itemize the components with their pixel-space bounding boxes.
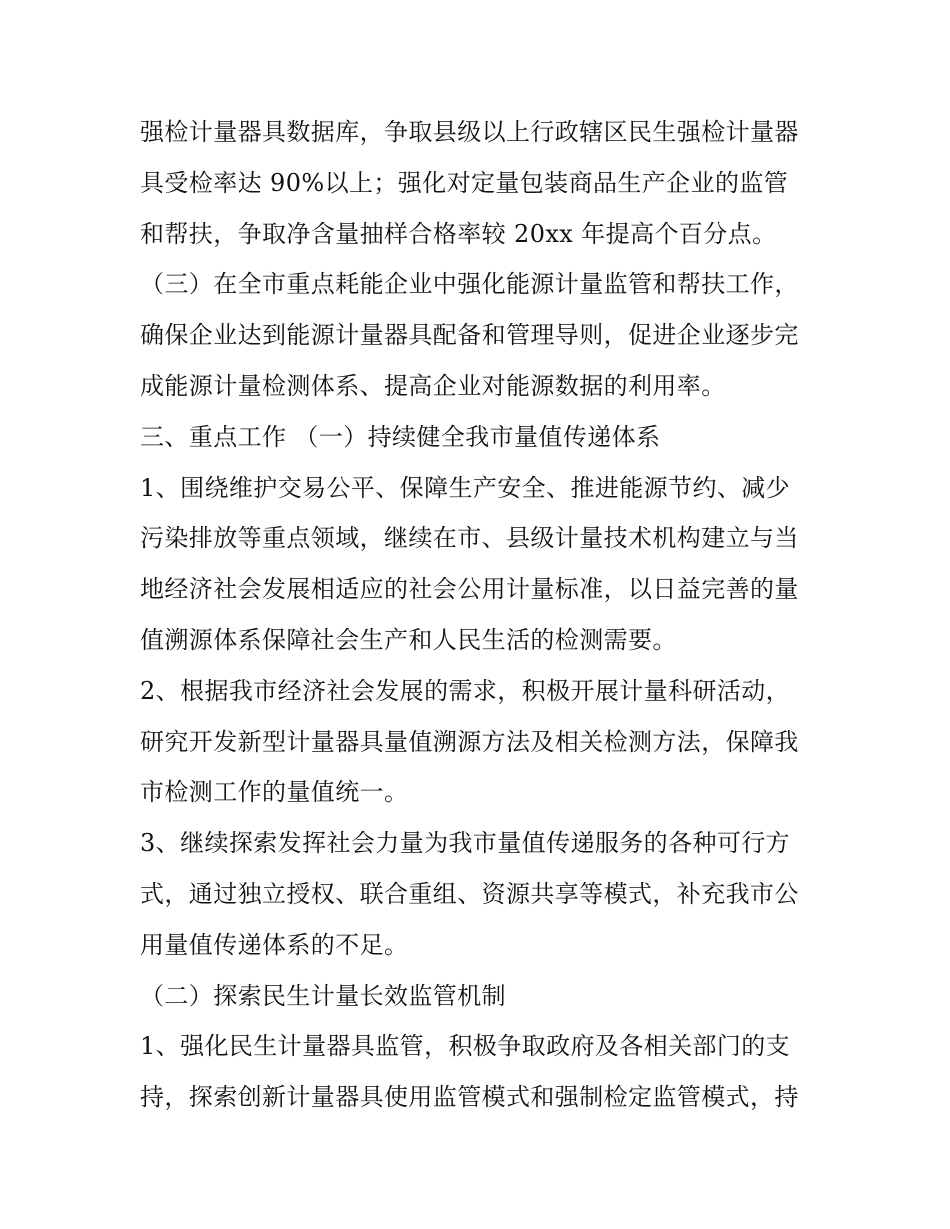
text-line: 2、根据我市经济社会发展的需求，积极开展计量科研活动， (140, 676, 791, 705)
text-line: 具受检率达 90%以上；强化对定量包装商品生产企业的监管 (140, 168, 789, 197)
text-line: 3、继续探索发挥社会力量为我市量值传递服务的各种可行方 (140, 829, 791, 858)
text-line: （三）在全市重点耗能企业中强化能源计量监管和帮扶工作， (140, 270, 799, 299)
text-line: 1、围绕维护交易公平、保障生产安全、推进能源节约、减少 (140, 473, 791, 502)
text-line: 强检计量器具数据库，争取县级以上行政辖区民生强检计量器 (140, 118, 799, 146)
text-line: 和帮扶，争取净含量抽样合格率较 20xx 年提高个百分点。 (140, 219, 777, 248)
text-line: 地经济社会发展相适应的社会公用计量标准，以日益完善的量 (140, 575, 799, 604)
text-line: 值溯源体系保障社会生产和人民生活的检测需要。 (140, 625, 677, 654)
text-line: 用量值传递体系的不足。 (140, 930, 409, 959)
subsection-heading: （二）探索民生计量长效监管机制 (140, 981, 506, 1010)
text-line: 市检测工作的量值统一。 (140, 778, 409, 807)
text-line: 确保企业达到能源计量器具配备和管理导则，促进企业逐步完 (140, 321, 799, 350)
text-line: 式，通过独立授权、联合重组、资源共享等模式，补充我市公 (140, 879, 799, 908)
text-line: 持，探索创新计量器具使用监管模式和强制检定监管模式，持 (140, 1083, 799, 1112)
document-body (140, 107, 820, 1123)
text-line: 成能源计量检测体系、提高企业对能源数据的利用率。 (140, 371, 726, 400)
text-line: 研究开发新型计量器具量值溯源方法及相关检测方法，保障我 (140, 727, 799, 756)
text-line: 1、强化民生计量器具监管，积极争取政府及各相关部门的支 (140, 1032, 791, 1061)
text-line: 污染排放等重点领域，继续在市、县级计量技术机构建立与当 (140, 524, 799, 553)
section-heading: 三、重点工作 （一）持续健全我市量值传递体系 (140, 422, 661, 451)
